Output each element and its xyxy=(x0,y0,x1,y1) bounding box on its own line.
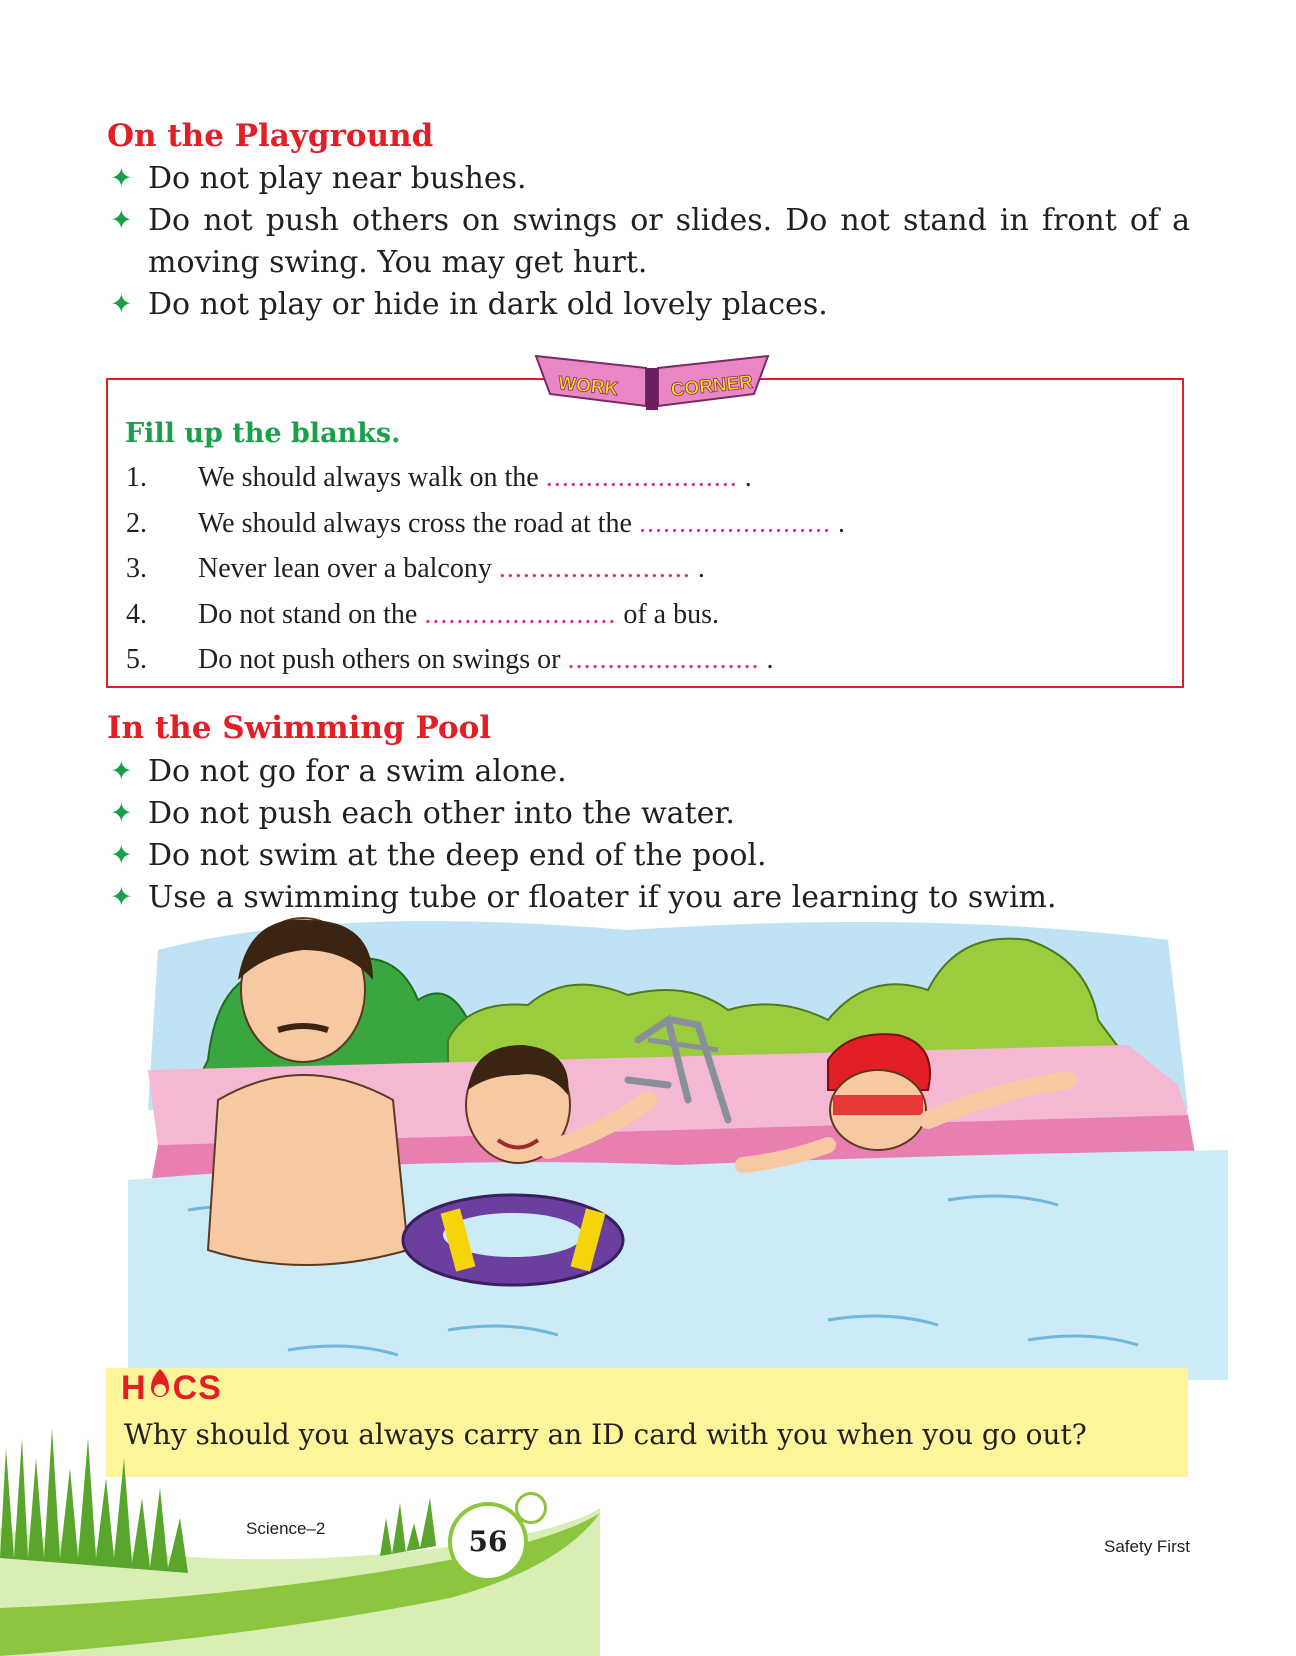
section-title-playground: On the Playground xyxy=(107,118,434,154)
item-number: 2. xyxy=(126,507,147,539)
rule-text: Use a swimming tube or floater if you are learning to swim. xyxy=(148,880,1057,915)
blank-field[interactable]: ........................ xyxy=(424,598,617,630)
item-text-end: . xyxy=(830,507,845,539)
item-text-end: . xyxy=(690,553,705,584)
fill-blanks-list xyxy=(126,462,845,690)
item-text: Do not stand on the xyxy=(198,598,425,630)
hocs-flame-icon xyxy=(147,1368,173,1402)
item-text-end: . xyxy=(759,644,774,675)
blank-field[interactable]: ........................ xyxy=(545,462,738,493)
list-item xyxy=(110,284,1190,326)
list-item xyxy=(110,793,1190,835)
star-bullet-icon: ✦ xyxy=(110,882,133,913)
swimming-pool-illustration xyxy=(128,910,1228,1380)
item-number: 3. xyxy=(126,553,147,584)
list-item xyxy=(126,553,845,599)
section-title-pool: In the Swimming Pool xyxy=(107,710,492,746)
blank-field[interactable]: ........................ xyxy=(498,553,691,584)
playground-rules-list xyxy=(110,158,1190,326)
item-number: 5. xyxy=(126,644,147,675)
hocs-question: Why should you always carry an ID card with you when you go out? xyxy=(124,1418,1087,1451)
hocs-logo-left: H xyxy=(121,1369,147,1407)
fill-blanks-heading: Fill up the blanks. xyxy=(125,418,401,449)
hocs-logo-right: CS xyxy=(172,1369,222,1407)
footer-chapter-title: Safety First xyxy=(1104,1537,1190,1556)
list-item xyxy=(126,462,845,508)
rule-text: Do not swim at the deep end of the pool. xyxy=(148,838,767,873)
star-bullet-icon: ✦ xyxy=(110,756,133,787)
rule-text: Do not push others on swings or slides. Do not stand in front of a moving swing. You may get hurt. xyxy=(148,203,1190,280)
footer-book-title: Science–2 xyxy=(246,1519,326,1538)
list-item xyxy=(110,751,1190,793)
rule-text: Do not go for a swim alone. xyxy=(148,754,567,789)
rule-text: Do not play or hide in dark old lovely places. xyxy=(148,287,828,322)
list-item xyxy=(110,158,1190,200)
item-text: Do not push others on swings or xyxy=(198,644,568,675)
blank-field[interactable]: ........................ xyxy=(567,644,760,675)
list-item xyxy=(110,835,1190,877)
star-bullet-icon: ✦ xyxy=(110,205,133,236)
item-text: Never lean over a balcony xyxy=(198,553,499,584)
item-number: 1. xyxy=(126,462,147,493)
star-bullet-icon: ✦ xyxy=(110,798,133,829)
work-corner-banner xyxy=(532,348,772,414)
item-text: We should always cross the road at the xyxy=(198,507,639,539)
blank-field[interactable]: ........................ xyxy=(638,507,831,539)
list-item xyxy=(126,508,845,554)
item-text-end: . xyxy=(737,462,752,493)
page-number: 56 xyxy=(468,1525,508,1558)
item-text: We should always walk on the xyxy=(198,462,546,493)
item-number: 4. xyxy=(126,598,147,630)
rule-text: Do not play near bushes. xyxy=(148,161,527,196)
banner-text-work: WORK xyxy=(557,372,620,401)
grass-decoration xyxy=(0,1408,1296,1656)
star-bullet-icon: ✦ xyxy=(110,289,133,320)
hocs-logo xyxy=(121,1368,222,1408)
star-bullet-icon: ✦ xyxy=(110,163,133,194)
banner-text-corner: CORNER xyxy=(669,371,754,402)
item-text-end: of a bus. xyxy=(616,598,719,630)
pool-rules-list xyxy=(110,751,1190,919)
list-item xyxy=(126,599,845,645)
list-item xyxy=(110,200,1190,284)
star-bullet-icon: ✦ xyxy=(110,840,133,871)
rule-text: Do not push each other into the water. xyxy=(148,796,735,831)
list-item xyxy=(126,644,845,690)
